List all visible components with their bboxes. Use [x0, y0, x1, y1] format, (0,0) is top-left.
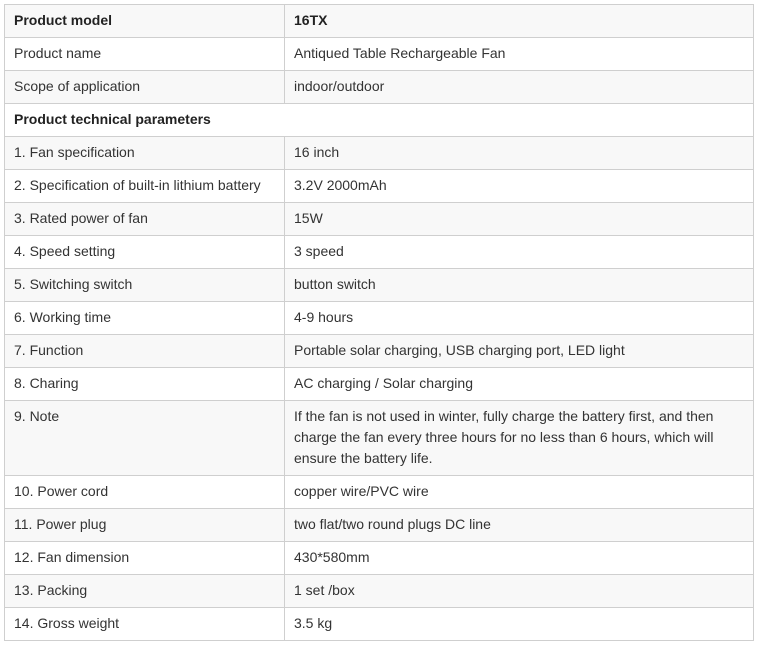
row-label: 12. Fan dimension — [5, 542, 285, 575]
row-value: 3.5 kg — [285, 608, 754, 641]
row-value: AC charging / Solar charging — [285, 368, 754, 401]
table-row — [5, 302, 754, 335]
row-value: 3 speed — [285, 236, 754, 269]
table-row — [5, 203, 754, 236]
row-label: Scope of application — [5, 71, 285, 104]
row-label: 14. Gross weight — [5, 608, 285, 641]
row-value: two flat/two round plugs DC line — [285, 509, 754, 542]
row-value: Antiqued Table Rechargeable Fan — [285, 38, 754, 71]
table-row — [5, 476, 754, 509]
table-row — [5, 575, 754, 608]
table-row-product-name — [5, 38, 754, 71]
row-label: 13. Packing — [5, 575, 285, 608]
row-label: 1. Fan specification — [5, 137, 285, 170]
row-label: 10. Power cord — [5, 476, 285, 509]
row-label: 5. Switching switch — [5, 269, 285, 302]
product-model-value: 16TX — [285, 5, 754, 38]
row-label: 6. Working time — [5, 302, 285, 335]
product-model-label: Product model — [5, 5, 285, 38]
row-value: button switch — [285, 269, 754, 302]
row-label: 11. Power plug — [5, 509, 285, 542]
row-label: 3. Rated power of fan — [5, 203, 285, 236]
row-value: indoor/outdoor — [285, 71, 754, 104]
row-value: If the fan is not used in winter, fully charge the battery first, and then charge the fan every three hours for no less than 6 hours, which will ensure the battery life. — [285, 401, 754, 476]
table-row — [5, 236, 754, 269]
section-title: Product technical parameters — [5, 104, 754, 137]
row-label: 2. Specification of built-in lithium battery — [5, 170, 285, 203]
table-row — [5, 269, 754, 302]
row-value: 1 set /box — [285, 575, 754, 608]
table-row — [5, 542, 754, 575]
row-label: 9. Note — [5, 401, 285, 476]
row-value: 430*580mm — [285, 542, 754, 575]
row-value: Portable solar charging, USB charging port, LED light — [285, 335, 754, 368]
row-label: 8. Charing — [5, 368, 285, 401]
row-value: copper wire/PVC wire — [285, 476, 754, 509]
table-row — [5, 368, 754, 401]
table-row — [5, 401, 754, 476]
table-row — [5, 608, 754, 641]
section-header-row — [5, 104, 754, 137]
row-value: 4-9 hours — [285, 302, 754, 335]
row-label: Product name — [5, 38, 285, 71]
table-row — [5, 170, 754, 203]
table-row — [5, 335, 754, 368]
row-value: 15W — [285, 203, 754, 236]
product-spec-table — [4, 4, 754, 641]
table-row-scope — [5, 71, 754, 104]
spec-table-container — [4, 4, 753, 641]
table-row — [5, 509, 754, 542]
row-label: 7. Function — [5, 335, 285, 368]
parameters-body — [5, 137, 754, 641]
table-row-product-model — [5, 5, 754, 38]
row-value: 16 inch — [285, 137, 754, 170]
row-label: 4. Speed setting — [5, 236, 285, 269]
row-value: 3.2V 2000mAh — [285, 170, 754, 203]
table-row — [5, 137, 754, 170]
